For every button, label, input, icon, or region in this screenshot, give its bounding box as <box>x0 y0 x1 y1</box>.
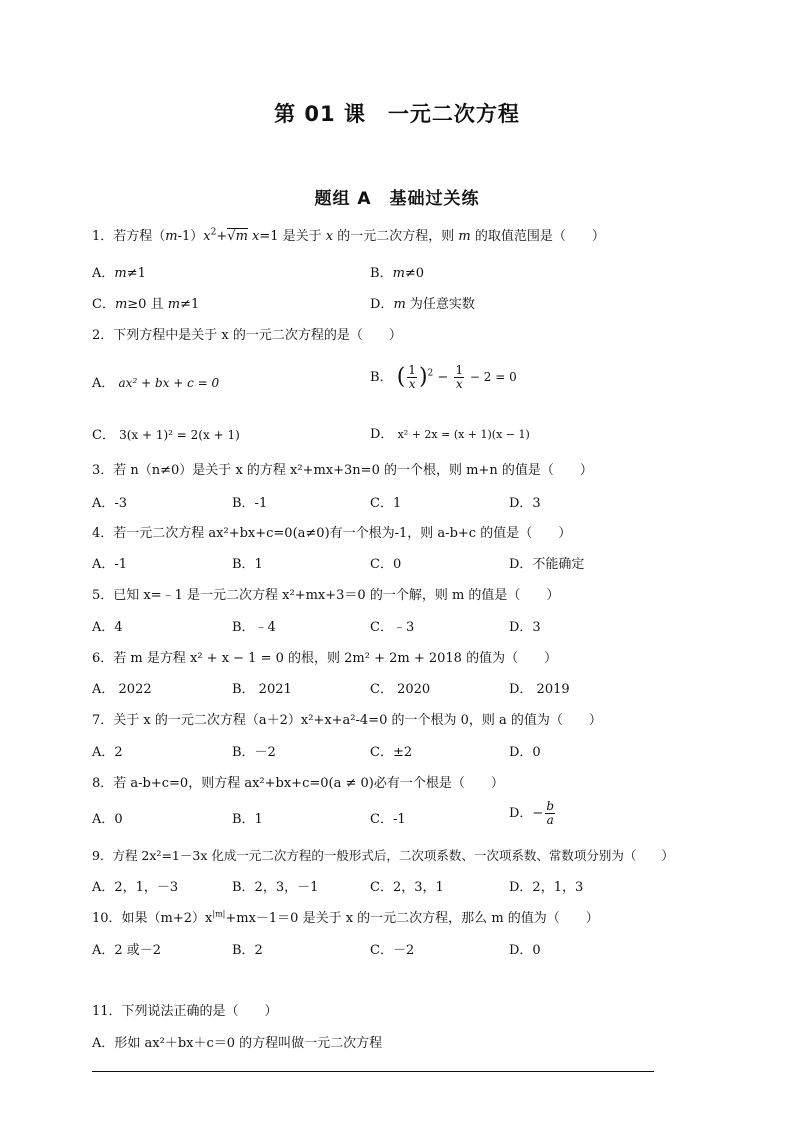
question-3-option-d: D．3 <box>509 496 541 511</box>
question-5-option-a: A．4 <box>92 620 123 635</box>
question-9-option-d: D．2，1，3 <box>509 880 584 895</box>
question-4-option-b: B．1 <box>232 557 263 572</box>
question-9-option-c: C．2，3，1 <box>370 880 444 895</box>
question-6-option-c: C． 2020 <box>370 682 431 697</box>
question-11-option-a: A．形如 ax²＋bx＋c＝0 的方程叫做一元二次方程 <box>92 1036 383 1051</box>
question-7-option-b: B．－2 <box>232 745 276 760</box>
question-8-option-b: B．1 <box>232 812 263 827</box>
question-7-option-a: A．2 <box>92 745 123 760</box>
question-1-stem: 1．若方程$(m-1)x^2+√m$ x=1 是关于 x 的一元二次方程，则 m 的取值范围是（ ） <box>92 227 605 244</box>
question-3-option-b: B．-1 <box>232 496 268 511</box>
question-9-option-a: A．2，1，－3 <box>92 880 179 895</box>
question-5-option-c: C．﹣3 <box>370 620 415 635</box>
question-4-option-a: A．-1 <box>92 557 128 572</box>
question-2-option-d: D． x² + 2x = (x + 1)(x − 1) <box>370 427 530 442</box>
question-8-option-d: D．− $\frac{b}{a}$ <box>509 799 555 827</box>
question-8-stem: 8．若 a-b+c=0，则方程 ax²+bx+c=0(a ≠ 0)必有一个根是（ ） <box>92 776 504 791</box>
question-7-option-d: D．0 <box>509 745 541 760</box>
question-9-option-b: B．2，3，－1 <box>232 880 319 895</box>
question-6-option-a: A． 2022 <box>92 682 152 697</box>
question-1-option-b: B．m≠0 <box>370 266 425 281</box>
question-1-option-c: C．m≥0 且 m≠1 <box>92 297 200 312</box>
question-5-stem: 5．已知 x=﹣1 是一元二次方程 x²+mx+3＝0 的一个解，则 m 的值是（ ） <box>92 588 560 603</box>
question-7-stem: 7．关于 x 的一元二次方程（a＋2）x²+x+a²-4=0 的一个根为 0，则 a 的值为（ ） <box>92 713 602 728</box>
question-1-option-a: A．m≠1 <box>92 266 146 281</box>
question-10-option-d: D．0 <box>509 943 541 958</box>
question-9-stem: 9．方程 2x²=1－3x 化成一元二次方程的一般形式后，二次项系数、一次项系数、常数项分别为（ ） <box>92 848 674 863</box>
section-title: 题组 A 基础过关练 <box>314 189 480 209</box>
footer-rule <box>92 1071 654 1072</box>
question-6-stem: 6．若 m 是方程 x² + x − 1 = 0 的根，则 2m² + 2m + 2018 的值为（ ） <box>92 651 558 666</box>
question-3-option-a: A．-3 <box>92 496 128 511</box>
question-8-option-c: C．-1 <box>370 812 406 827</box>
question-2-stem: 2．下列方程中是关于 x 的一元二次方程的是（ ） <box>92 328 402 343</box>
question-10-option-b: B．2 <box>232 943 263 958</box>
question-4-option-c: C．0 <box>370 557 402 572</box>
question-4-stem: 4．若一元二次方程 ax²+bx+c=0(a≠0)有一个根为-1，则 a-b+c 的值是（ ） <box>92 526 572 541</box>
question-8-option-a: A．0 <box>92 812 123 827</box>
question-5-option-b: B．﹣4 <box>232 620 276 635</box>
question-1-option-d: D．m 为任意实数 <box>370 297 475 312</box>
question-4-option-d: D．不能确定 <box>509 557 585 572</box>
question-7-option-c: C．±2 <box>370 745 413 760</box>
question-5-option-d: D．3 <box>509 620 541 635</box>
question-3-option-c: C．1 <box>370 496 402 511</box>
question-3-stem: 3．若 n（n≠0）是关于 x 的方程 x²+mx+3n=0 的一个根，则 m+n 的值是（ ） <box>92 463 593 478</box>
question-2-option-a: A． ax² + bx + c = 0 <box>92 376 220 391</box>
question-11-stem: 11．下列说法正确的是（ ） <box>92 1004 278 1019</box>
question-6-option-b: B． 2021 <box>232 682 292 697</box>
page-title: 第 01 课 一元二次方程 <box>274 102 520 126</box>
question-10-option-c: C．－2 <box>370 943 415 958</box>
question-10-option-a: A．2 或－2 <box>92 943 162 958</box>
question-2-option-c: C． 3(x + 1)² = 2(x + 1) <box>92 428 240 443</box>
question-2-option-b: B． ( $\frac{1}{x}$ )$^2$ − $\frac{1}{x}$ − 2 = 0 <box>370 363 517 391</box>
question-10-stem: 10．如果$(m+2)x^{|m|}+mx-1=0$ 是关于 x 的一元二次方程，那么 m 的值为（ ） <box>92 909 599 926</box>
question-6-option-d: D． 2019 <box>509 682 570 697</box>
